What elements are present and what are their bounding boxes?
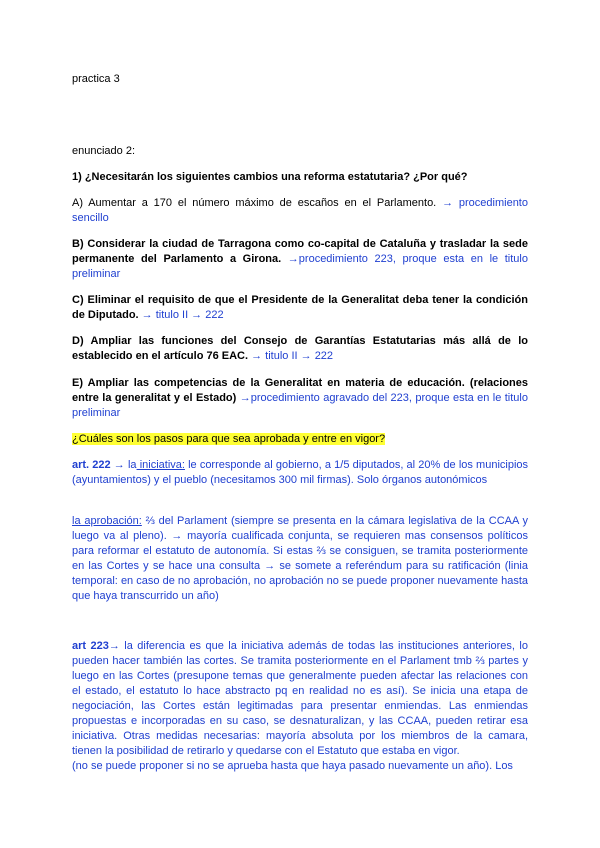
item-a-answer: → procedimiento sencillo: [72, 197, 528, 224]
item-b-text: B) Considerar la ciudad de Tarragona como co-capital de Cataluña y trasladar la sede permanente del Parlamento a Girona.: [72, 238, 528, 265]
iniciativa-text: le corresponde al gobierno, a 1/5 diputados, al 20% de los municipios (ayuntamientos) y el pueblo (necesitamos 300 mil firmas). Solo órganos autonómicos: [72, 459, 529, 486]
iniciativa-label: iniciativa:: [136, 459, 185, 471]
item-c-answer: → titulo II → 222: [138, 309, 224, 321]
item-e: [72, 376, 528, 421]
item-e-text: E) Ampliar las competencias de la Generalitat en materia de educación. (relaciones entre la generalitat y el Estado): [72, 377, 528, 404]
question-2: [72, 432, 528, 447]
enunciado-label: enunciado 2:: [72, 145, 135, 157]
item-d-text: D) Ampliar las funciones del Consejo de Garantías Estatutarias más allá de lo establecido en el artículo 76 EAC.: [72, 335, 528, 362]
aprobacion-text: ⅔ del Parlament (siempre se presenta en la cámara legislativa de la CCAA y luego va al pleno). → mayoría cualificada conjunta, se requieren mas consensos políticos para reformar el estatuto de autonomía. Si estas ⅔ se consiguen, se tramita posteriormente en las Cortes y se hace una consulta → se somete a referéndum para su ratificación (linia temporal: en caso de no aprobación, no aprobación no se puede proponer nuevamente hasta que haya transcurrido un año): [72, 515, 529, 602]
art-223-text-2: (no se puede proponer si no se aprueba hasta que haya pasado nuevamente un año). Los: [72, 760, 513, 772]
item-b-answer: →procedimiento 223, proque esta en le titulo preliminar: [72, 253, 528, 280]
item-d: [72, 334, 528, 364]
item-a: [72, 196, 528, 226]
doc-title: practica 3: [72, 73, 120, 85]
aprobacion-label: la aprobación:: [72, 515, 142, 527]
art-223-text: → la diferencia es que la iniciativa además de todas las instituciones anteriores, lo pueden hacer también las cortes. Se tramita posteriormente en el Parlament tmb ⅔ partes y luego en las Cortes (presupone temas que generalmente pueden afectar las relaciones con el estado, el estatuto lo hace abstracto pq en realidad no es así). Se inicia una etapa de negociación, las Cortes están legitimadas para presentar enmiendas. Las enmiendas propuestas e incorporadas en su caso, se desnaturalizan, y las CCAA, pueden retirar esa iniciativa. Otras medidas necesarias: mayoría absoluta por los miembros de la camara, tienen la posibilidad de retirarlo y quedarse con el Estatuto que estaba en vigor.: [72, 640, 528, 757]
question-2-text: ¿Cuáles son los pasos para que sea aprobada y entre en vigor?: [72, 433, 386, 445]
art-223-label: art 223: [72, 640, 109, 652]
item-e-answer: →procedimiento agravado del 223, proque esta en le titulo preliminar: [72, 392, 528, 419]
item-b: [72, 237, 528, 282]
question-1: 1) ¿Necesitarán los siguientes cambios una reforma estatutaria? ¿Por qué?: [72, 171, 468, 183]
art-222-label: art. 222: [72, 459, 111, 471]
art-222-iniciativa: [72, 458, 528, 488]
item-a-text: A) Aumentar a 170 el número máximo de escaños en el Parlamento.: [72, 197, 437, 209]
art-223: [72, 639, 528, 774]
art-222-arrow: → la: [110, 459, 137, 471]
item-d-answer: → titulo II → 222: [248, 350, 334, 362]
art-222-aprobacion: [72, 514, 528, 604]
item-c: [72, 293, 528, 323]
item-c-text: C) Eliminar el requisito de que el Presidente de la Generalitat deba tener la condición de Diputado.: [72, 294, 528, 321]
